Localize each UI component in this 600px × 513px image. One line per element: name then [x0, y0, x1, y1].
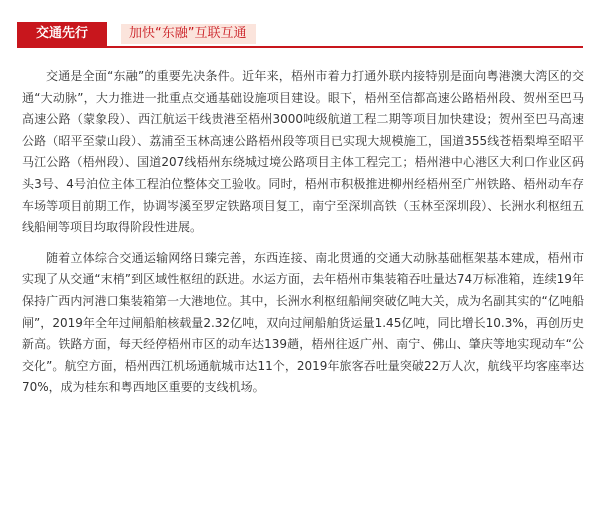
section-tag: 交通先行 [17, 22, 107, 46]
paragraph-1: 交通是全面“东融”的重要先决条件。近年来，梧州市着力打通外联内接特别是面向粤港澳大湾区的交通“大动脉”，大力推进一批重点交通基础设施项目建设。眼下，梧州至信都高速公路梧州段、贺州至巴马高速公路（蒙象段）、西江航运干线贵港至梧州3000吨级航道工程二期等项目加快建设；贺州至巴马高速公路（昭平至蒙山段）、荔浦至玉林高速公路梧州段等项目已实现大规模施工，国道355线苍梧梨埠至昭平马江公路（梧州段）、国道207线梧州东绕城过境公路项目主体工程完工；梧州港中心港区大利口作业区码头3号、4号泊位主体工程泊位整体交工验收。同时，梧州市积极推进柳州经梧州至广州铁路、梧州动车存车场等项目前期工作，协调岑溪至罗定铁路项目复工，南宁至深圳高铁（玉林至深圳段）、长洲水利枢纽五线船闸等项目均取得阶段性进展。 [22, 69, 584, 235]
section-subtitle: 加快“东融”互联互通 [121, 24, 256, 44]
article-body [22, 66, 584, 408]
paragraph-2: 随着立体综合交通运输网络日臻完善，东西连接、南北贯通的交通大动脉基础框架基本建成，梧州市实现了从交通“末梢”到区域性枢纽的跃进。水运方面，去年梧州市集装箱吞吐量达74万标准箱，连续19年保持广西内河港口集装箱第一大港地位。其中，长洲水利枢纽船闸突破亿吨大关，成为名副其实的“亿吨船闸”，2019年全年过闸船舶核载量2.32亿吨，双向过闸船舶货运量1.45亿吨，同比增长10.3%，再创历史新高。铁路方面，每天经停梧州市区的动车达139趟，梧州往返广州、南宁、佛山、肇庆等地实现动车“公交化”。航空方面，梧州西江机场通航城市达11个，2019年旅客吞吐量突破22万人次，航线平均客座率达70%，成为桂东和粤西地区重要的支线机场。 [22, 250, 584, 395]
header-divider [17, 46, 583, 48]
section-header [17, 22, 583, 48]
